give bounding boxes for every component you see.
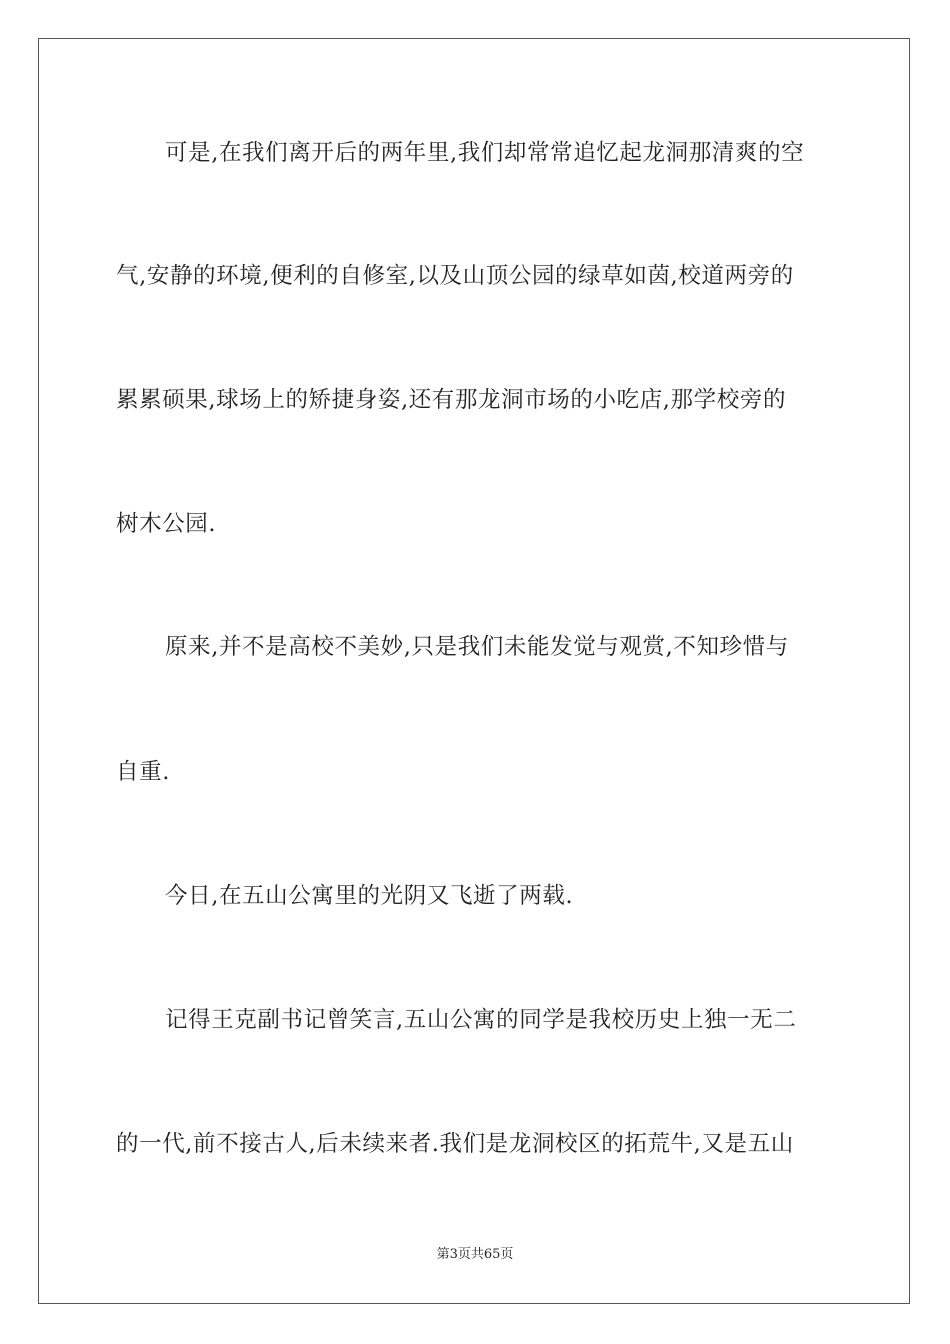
paragraph-line: 的一代,前不接古人,后未续来者.我们是龙洞校区的拓荒牛,又是五山 (116, 1131, 794, 1157)
paragraph-line: 累累硕果,球场上的矫捷身姿,还有那龙洞市场的小吃店,那学校旁的 (116, 387, 787, 413)
paragraph-line: 今日,在五山公寓里的光阴又飞逝了两载. (165, 883, 574, 909)
paragraph-line: 可是,在我们离开后的两年里,我们却常常追忆起龙洞那清爽的空 (165, 140, 805, 166)
paragraph-line: 自重. (116, 759, 170, 785)
page-footer (0, 1246, 950, 1264)
paragraph-line: 气,安静的环境,便利的自修室,以及山顶公园的绿草如茵,校道两旁的 (116, 263, 794, 289)
paragraph-line: 记得王克副书记曾笑言,五山公寓的同学是我校历史上独一无二 (165, 1007, 797, 1033)
page-number: 第3页 (436, 1247, 471, 1262)
paragraph-line: 树木公园. (116, 511, 217, 537)
page-frame (38, 38, 910, 1304)
paragraph-line: 原来,并不是高校不美妙,只是我们未能发觉与观赏,不知珍惜与 (165, 634, 789, 660)
page-total: 共65页 (470, 1247, 514, 1262)
